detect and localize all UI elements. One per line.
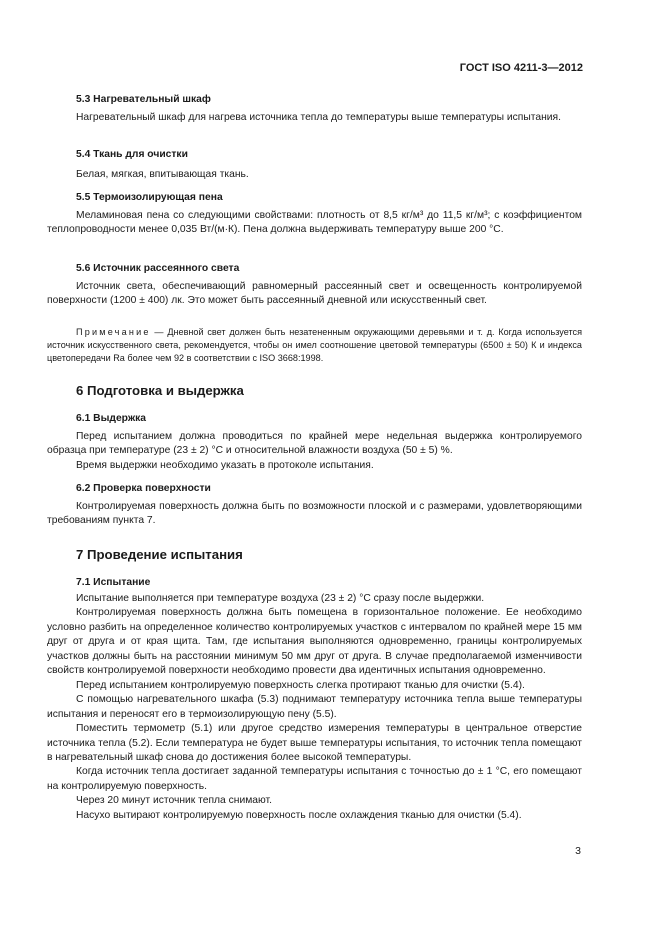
- section-5-6-note: [47, 326, 582, 366]
- section-6-1-p1: Перед испытанием должна проводиться по крайней мере недельная выдержка контролируемого образца при температуре (23 ± 2) °С и относительной влажности воздуха (50 ± 5) %.: [47, 431, 582, 457]
- note-paragraph: [47, 326, 582, 366]
- section-7-title: 7 Проведение испытания: [76, 547, 243, 562]
- note-text: — Дневной свет должен быть незатененным окружающими деревьями и т. д. Когда используется источник искусственного света, рекомендуется, чтобы он имел соотношение цветовой температуры (6500 ± 50) К и индекса цветопередачи Ra более чем 92 в соответствии с ISO 3668:1998.: [47, 327, 582, 364]
- standard-header: ГОСТ ISO 4211-3—2012: [459, 62, 583, 74]
- section-7-1-p5: Поместить термометр (5.1) или другое средство измерения температуры в центральное отверстие источника тепла (5.2). Если температура не будет выше температуры испытания, то источник тепла помещают в нагревательный шкаф снова до достижения более высокой температуры.: [47, 723, 582, 763]
- section-5-4-title: 5.4 Ткань для очистки: [76, 149, 188, 160]
- section-7-1-p6: Когда источник тепла достигает заданной температуры испытания с точностью до ± 1 °С, его помещают на контролируемую поверхность.: [47, 766, 582, 792]
- section-7-1-p7: Через 20 минут источник тепла снимают.: [76, 795, 272, 807]
- section-5-4-text: Белая, мягкая, впитывающая ткань.: [76, 169, 249, 180]
- section-6-1-p2: Время выдержки необходимо указать в протоколе испытания.: [76, 459, 374, 471]
- section-7-1-body: [47, 592, 582, 823]
- section-5-6-body: [47, 280, 582, 309]
- section-7-1-p3: Перед испытанием контролируемую поверхность слегка протирают тканью для очистки (5.4).: [76, 679, 525, 691]
- section-5-4-body: [47, 168, 582, 182]
- section-5-5-title: 5.5 Термоизолирующая пена: [76, 192, 223, 203]
- section-7-1-p2: Контролируемая поверхность должна быть помещена в горизонтальное положение. Ее необходимо условно разбить на определенное количество контролируемых участков с интервалом по крайней мере 15 мм друг от друга и от края щита. Там, где испытания выполняются одновременно, границы контролируемых участков должны быть на расстоянии минимум 50 мм друг от друга. В случае предполагаемой изменчивости свойств контролируемой поверхности необходимо провести два идентичных испытания одновременно.: [47, 607, 582, 677]
- section-5-3-body: [47, 111, 582, 125]
- section-6-title: 6 Подготовка и выдержка: [76, 383, 244, 398]
- section-7-1-p4: С помощью нагревательного шкафа (5.3) поднимают температуру источника тепла выше температуры испытания и переносят его в термоизолирующую пену (5.5).: [47, 694, 582, 720]
- page-number: 3: [575, 845, 581, 857]
- section-5-3-title: 5.3 Нагревательный шкаф: [76, 94, 211, 105]
- section-6-2-title: 6.2 Проверка поверхности: [76, 483, 211, 494]
- section-6-2-text: Контролируемая поверхность должна быть по возможности плоской и с размерами, удовлетворяющими требованиям пункта 7.: [47, 501, 582, 527]
- section-6-1-title: 6.1 Выдержка: [76, 413, 147, 424]
- section-5-5-text: Меламиновая пена со следующими свойствами: плотность от 8,5 кг/м³ до 11,5 кг/м³; с коэффициентом теплопроводности менее 0,035 Вт/(м·К). Пена должна выдерживать температуру выше 200 °С.: [47, 210, 582, 236]
- section-7-1-p8: Насухо вытирают контролируемую поверхность после охлаждения тканью для очистки (5.4).: [76, 809, 522, 821]
- section-5-6-text: Источник света, обеспечивающий равномерный рассеянный свет и освещенность контролируемой поверхности (1200 ± 400) лк. Это может быть рассеянный дневной или искусственный свет.: [47, 281, 582, 307]
- section-7-1-title: 7.1 Испытание: [76, 577, 151, 588]
- section-6-1-body: [47, 430, 582, 473]
- section-5-6-title: 5.6 Источник рассеянного света: [76, 263, 240, 274]
- section-5-3-text: Нагревательный шкаф для нагрева источника тепла до температуры выше температуры испытания.: [76, 112, 561, 123]
- section-7-1-p1: Испытание выполняется при температуре воздуха (23 ± 2) °С сразу после выдержки.: [76, 593, 485, 604]
- section-6-2-body: [47, 500, 582, 529]
- section-5-5-body: [47, 209, 582, 238]
- note-label: Примечание: [76, 327, 151, 337]
